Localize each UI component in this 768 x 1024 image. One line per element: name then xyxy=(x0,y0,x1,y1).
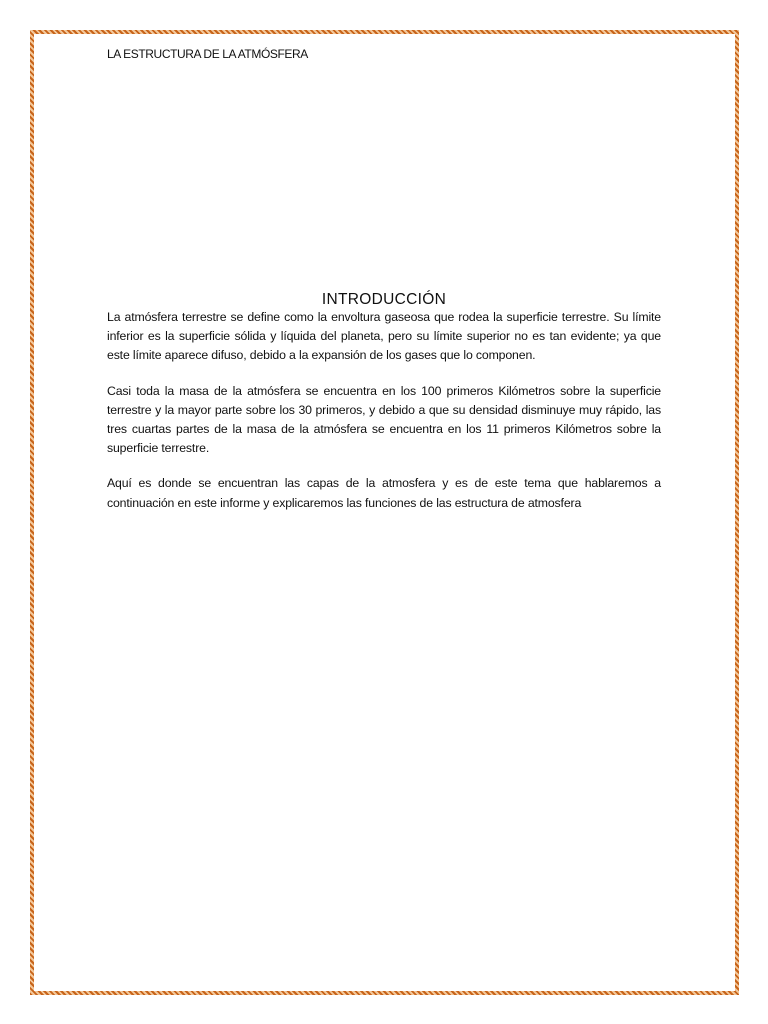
paragraph-1: La atmósfera terrestre se define como la envoltura gaseosa que rodea la superficie terrestre. Su límite inferior es la superficie sólida y líquida del planeta, pero su límite superior no es tan evidente; ya que este límite aparece difuso, debido a la expansión de los gases que lo componen. xyxy=(107,310,661,363)
running-header: LA ESTRUCTURA DE LA ATMÓSFERA xyxy=(107,47,308,61)
section-heading: INTRODUCCIÓN xyxy=(321,291,447,308)
paragraph-3: Aquí es donde se encuentran las capas de la atmosfera y es de este tema que hablaremos a continuación en este informe y explicaremos las funciones de las estructura de atmosfera xyxy=(107,476,661,510)
paragraph-2: Casi toda la masa de la atmósfera se encuentra en los 100 primeros Kilómetros sobre la superficie terrestre y la mayor parte sobre los 30 primeros, y debido a que su densidad disminuye muy rápido, las tres cuartas partes de la masa de la atmósfera se encuentra en los 11 primeros Kilómetros sobre la superficie terrestre. xyxy=(107,383,661,456)
body-text xyxy=(107,308,661,529)
